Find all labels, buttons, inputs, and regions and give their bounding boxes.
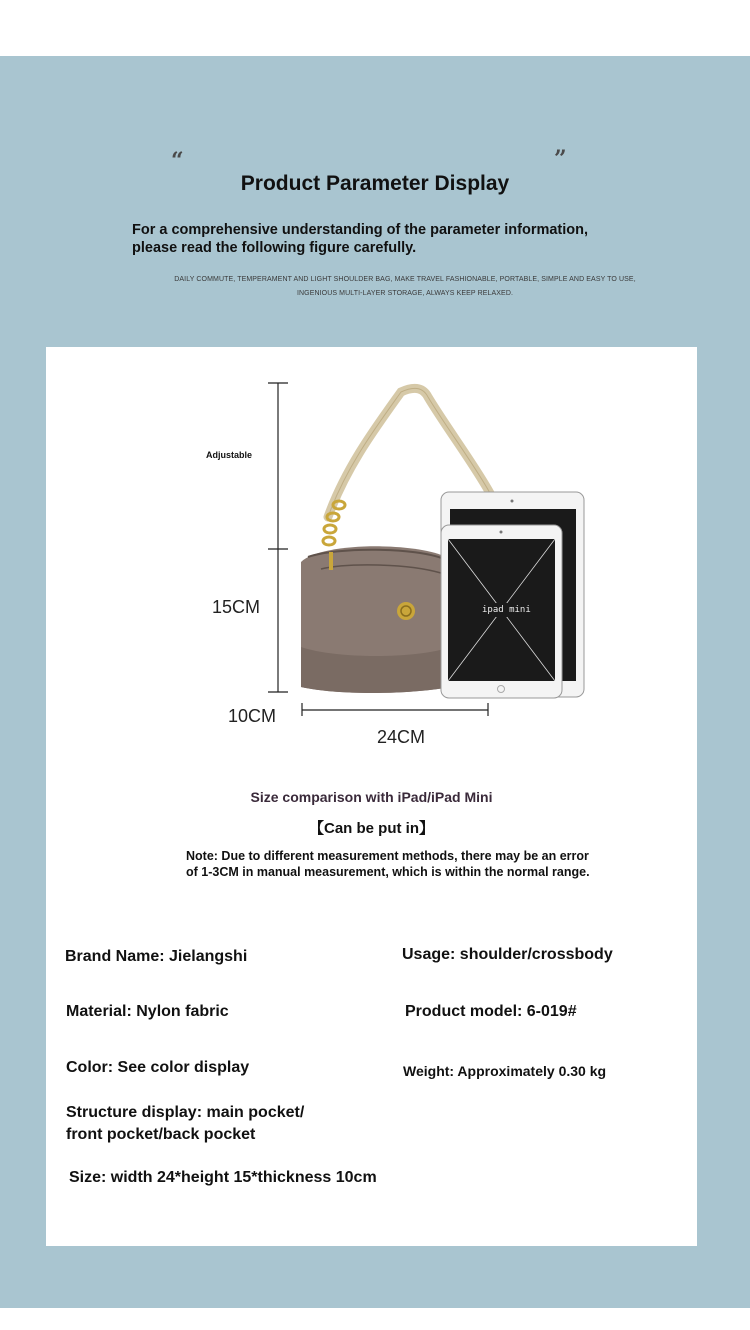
param-material: Material: Nylon fabric xyxy=(66,1003,229,1020)
strap-label: Adjustable xyxy=(206,450,253,460)
structure-line-2: front pocket/back pocket xyxy=(66,1126,256,1143)
fit-label: 【Can be put in】 xyxy=(309,820,434,837)
comparison-caption: Size comparison with iPad/iPad Mini xyxy=(250,789,493,805)
tagline-line-1: DAILY COMMUTE, TEMPERAMENT AND LIGHT SHOULDER BAG, MAKE TRAVEL FASHIONABLE, PORTABLE, SIMPLE AND EASY TO USE, xyxy=(174,276,636,283)
note-line-2: of 1-3CM in manual measurement, which is within the normal range. xyxy=(186,865,590,879)
param-usage: Usage: shoulder/crossbody xyxy=(402,946,613,963)
height-label: 15CM xyxy=(212,597,261,617)
param-brand: Brand Name: Jielangshi xyxy=(65,948,248,965)
subtitle-line-1: For a comprehensive understanding of the parameter information, xyxy=(132,222,589,238)
tagline-line-2: INGENIOUS MULTI-LAYER STORAGE, ALWAYS KEEP RELAXED. xyxy=(296,290,514,297)
width-label: 24CM xyxy=(377,727,426,747)
bag-logo-icon xyxy=(397,602,415,620)
param-model: Product model: 6-019# xyxy=(405,1003,577,1020)
subtitle xyxy=(132,221,652,257)
size-figure xyxy=(46,347,697,767)
page-title: Product Parameter Display xyxy=(240,172,510,195)
note-line-1: Note: Due to different measurement methods, there may be an error xyxy=(186,849,589,863)
subtitle-line-2: please read the following figure carefully. xyxy=(132,240,417,256)
parameter-card xyxy=(46,347,697,1246)
tagline xyxy=(150,273,660,301)
structure-line-1: Structure display: main pocket/ xyxy=(66,1104,305,1121)
param-structure xyxy=(66,1102,304,1146)
close-quote-icon: ” xyxy=(554,146,567,172)
ipad-mini-label: ipad mini xyxy=(482,605,531,615)
param-size: Size: width 24*height 15*thickness 10cm xyxy=(69,1169,377,1186)
measurement-note xyxy=(186,848,656,880)
param-color: Color: See color display xyxy=(66,1059,250,1076)
zipper-pull-icon xyxy=(329,552,333,570)
param-weight: Weight: Approximately 0.30 kg xyxy=(403,1063,607,1079)
strap-chain xyxy=(323,501,345,545)
thickness-label: 10CM xyxy=(228,706,277,726)
open-quote-icon: “ xyxy=(171,148,184,174)
